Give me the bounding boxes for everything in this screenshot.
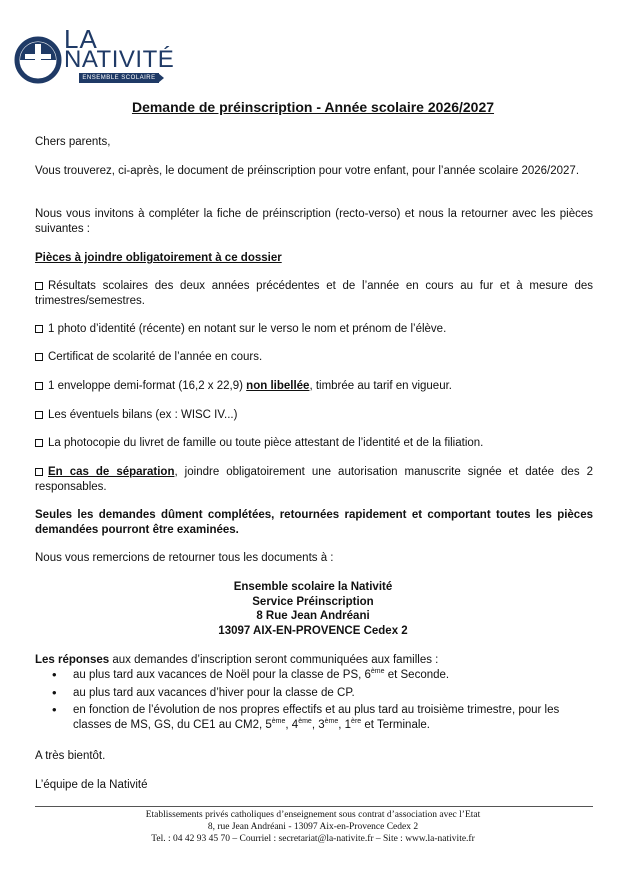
checkbox-icon <box>35 439 43 447</box>
signature: L’équipe de la Nativité <box>35 779 148 791</box>
piece-item: La photocopie du livret de famille ou toute pièce attestant de l’identité et de la filiation. <box>35 436 593 451</box>
page-title: Demande de préinscription - Année scolaire 2026/2027 <box>131 99 495 115</box>
address-line: Service Préinscription <box>252 596 374 608</box>
address-line: 13097 AIX-EN-PROVENCE Cedex 2 <box>218 625 408 637</box>
piece-item: 1 enveloppe demi-format (16,2 x 22,9) non libellée, timbrée au tarif en vigueur. <box>35 379 593 394</box>
warning-text: Seules les demandes dûment complétées, retournées rapidement et comportant toutes les pièces demandées pourront être examinées. <box>35 509 593 536</box>
footer-divider <box>35 806 593 807</box>
checkbox-icon <box>35 411 43 419</box>
piece-item: Résultats scolaires des deux années précédentes et de l’année en cours au fur et à mesure des trimestres/semestres. <box>35 280 593 307</box>
footer-line: Etablissements privés catholiques d’enseignement sous contrat d’association avec l’Etat <box>145 810 481 820</box>
school-logo <box>14 24 175 86</box>
checkbox-icon <box>35 353 43 361</box>
closing-text: A très bientôt. <box>35 750 106 762</box>
intro-paragraph-1: Vous trouverez, ci-après, le document de préinscription pour votre enfant, pour l’année scolaire 2026/2027. <box>35 165 580 177</box>
logo-text-la: LA <box>64 24 98 54</box>
list-item: • au plus tard aux vacances de Noël pour la classe de PS, 6ème et Seconde. <box>35 668 593 683</box>
greeting: Chers parents, <box>35 136 111 148</box>
address-line: 8 Rue Jean Andréani <box>256 610 370 622</box>
list-item: • en fonction de l’évolution de nos propres effectifs et au plus tard au troisième trimestre, pour les classes de MS, GS, du CE1 au CM2, 5ème, 4ème, 3ème, 1ère et Terminale. <box>35 703 593 732</box>
piece-item: 1 photo d’identité (récente) en notant sur le verso le nom et prénom de l’élève. <box>35 322 593 337</box>
footer-line: 8, rue Jean Andréani - 13097 Aix-en-Provence Cedex 2 <box>207 822 419 832</box>
intro-paragraph-2: Nous vous invitons à compléter la fiche de préinscription (recto-verso) et nous la retourner avec les pièces suivantes : <box>35 208 593 235</box>
return-instruction: Nous vous remercions de retourner tous les documents à : <box>35 552 334 564</box>
responses-list <box>35 668 593 735</box>
logo-text-nativite: NATIVITÉ <box>64 46 175 73</box>
checkbox-icon <box>35 325 43 333</box>
logo-arrow-icon <box>158 73 164 83</box>
address-line: Ensemble scolaire la Nativité <box>233 581 393 593</box>
piece-item: Les éventuels bilans (ex : WISC IV...) <box>35 408 593 423</box>
checkbox-icon <box>35 468 43 476</box>
logo-circle-icon <box>14 36 62 84</box>
piece-item: Certificat de scolarité de l’année en cours. <box>35 350 593 365</box>
checkbox-icon <box>35 382 43 390</box>
piece-item: En cas de séparation, joindre obligatoirement une autorisation manuscrite signée et datée des 2 responsables. <box>35 466 593 493</box>
responses-lead: Les réponses aux demandes d’inscription seront communiquées aux familles : <box>35 654 439 666</box>
footer-line: Tel. : 04 42 93 45 70 – Courriel : secretariat@la-nativite.fr – Site : www.la-nativite.fr <box>151 834 475 844</box>
pieces-heading: Pièces à joindre obligatoirement à ce dossier <box>35 252 282 264</box>
logo-tagline: ENSEMBLE SCOLAIRE <box>79 73 159 83</box>
checkbox-icon <box>35 282 43 290</box>
list-item: • au plus tard aux vacances d’hiver pour la classe de CP. <box>35 686 593 701</box>
